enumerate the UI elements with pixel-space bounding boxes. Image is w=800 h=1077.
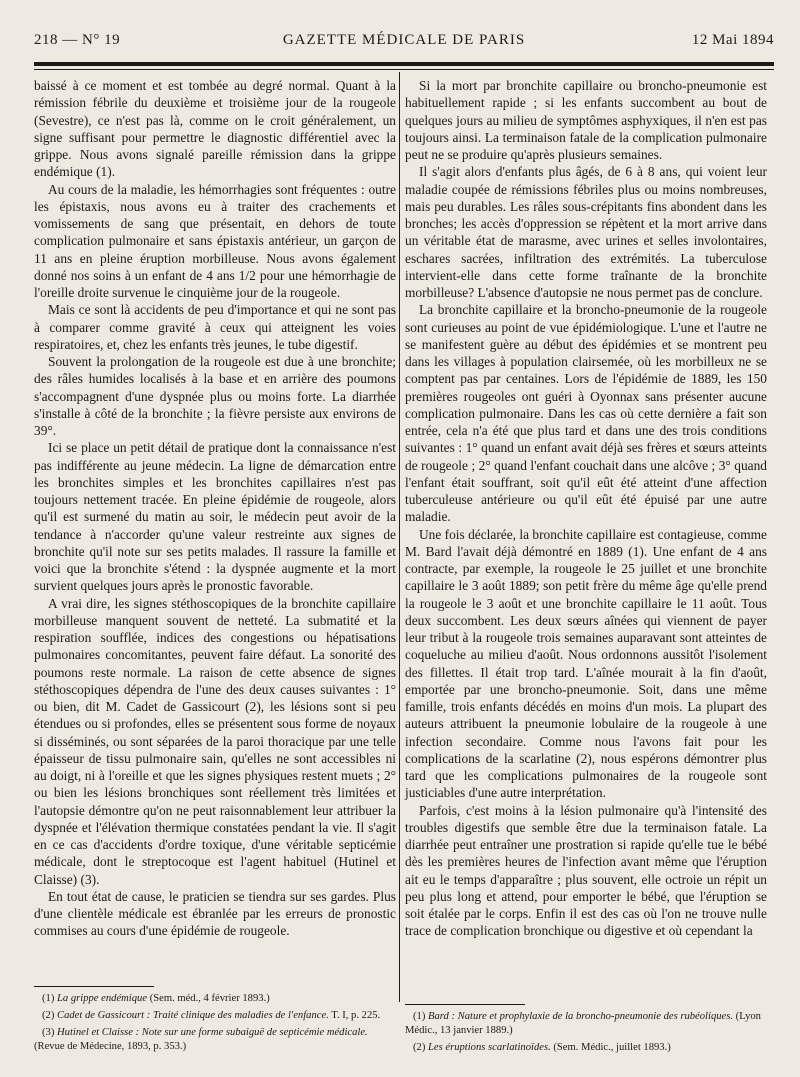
paragraph: En tout état de cause, le praticien se tiendra sur ses gardes. Plus d'une clientèle médicale est ébranlée par les erreurs de pronostic commises au cours d'une épidémie de rougeole. <box>34 888 396 939</box>
running-header <box>34 32 774 54</box>
paragraph: Ici se place un petit détail de pratique dont la connaissance n'est pas indifférente au jeune médecin. La ligne de démarcation entre les bronchites simples et les bronchites capillaires n'est pas toujours nettement tracée. En pleine épidémie de rougeole, alors qu'il est surmené du matin au soir, le médecin peut avoir de la tendance à n'accorder qu'une valeur restreinte aux signes de bronchite qu'il note sur ses petits malades. Il rassure la famille et voici que la bronchite s'étend : la dyspnée augmente et la mort survient quelques jours après le pronostic favorable. <box>34 440 396 594</box>
paragraph: Au cours de la maladie, les hémorrhagies sont fréquentes : outre les épistaxis, nous avons eu à traiter des crachements et vomissements de sang que présentait, en dehors de toute complication pulmonaire et sans épistaxis antérieur, un garçon de 11 ans en pleine éruption morbilleuse. Nous avons également donné nos soins à un enfant de 4 ans 1/2 pour une hémorrhagie de l'oreille droite survenue le cinquième jour de la rougeole. <box>34 181 396 300</box>
paragraph: Souvent la prolongation de la rougeole est due à une bronchite; des râles humides localisés à la base et en arrière des poumons s'accompagnent d'une dyspnée plus ou moins forte. La diarrhée s'installe à côté de la bronchite ; la fièvre persiste aux environs de 39°. <box>34 354 396 438</box>
header-rule-thin <box>34 69 774 70</box>
left-column <box>34 77 396 940</box>
footnote: (1) Bard : Nature et prophylaxie de la broncho-pneumonie des rubéoliques. (Lyon Médic., 13 janvier 1889.) <box>405 1011 761 1036</box>
right-column <box>405 77 767 940</box>
paragraph: baissé à ce moment et est tombée au degré normal. Quant à la rémission fébrile du deuxième et troisième jour de la rougeole (Sevestre), ce n'est pas là, comme on le croit généralement, un signe suffisant pour permettre le diagnostic différentiel avec la grippe. Nous avons signalé pareille rémission dans la grippe endémique (1). <box>34 78 396 180</box>
footnote: (3) Hutinel et Claisse : Note sur une forme subaiguë de septicémie médicale. (Revue de Médecine, 1893, p. 353.) <box>34 1027 368 1052</box>
header-rule-thick <box>34 62 774 66</box>
footnotes-right <box>405 1010 767 1058</box>
paragraph: Mais ce sont là accidents de peu d'importance et qui ne sont pas à comparer comme gravité à ceux qui atteignent les voies respiratoires, et, chez les enfants très jeunes, le tube digestif. <box>34 302 396 352</box>
paragraph: Si la mort par bronchite capillaire ou broncho-pneumonie est habituellement rapide ; si les enfants succombent au bout de quelques jours au milieu de symptômes asphyxiques, il n'en est pas toujours ainsi. La terminaison fatale de la complication pulmonaire peut ne se produire qu'après plusieurs semaines. <box>405 78 767 162</box>
issue-date: 12 Mai 1894 <box>691 32 774 48</box>
journal-title: GAZETTE MÉDICALE DE PARIS <box>282 32 526 48</box>
footnote: (2) Les éruptions scarlatinoïdes. (Sem. Médic., juillet 1893.) <box>413 1042 671 1053</box>
paragraph: Il s'agit alors d'enfants plus âgés, de 6 à 8 ans, qui voient leur maladie coupée de rémissions fébriles plus ou moins nombreuses, mais peu durables. Les râles sous-crépitants fins abondent dans les bronches; les accès d'oppression se répètent et la mort arrive dans un véritable état de marasme, avec urines et selles involontaires, eschares sacrées, infiltration des extrémités. La tuberculose intervient-elle dans cette forme traînante de la bronchite morbilleuse? L'absence d'autopsie ne nous permet pas de conclure. <box>405 164 767 300</box>
footnote: (2) Cadet de Gassicourt : Traité clinique des maladies de l'enfance. T. I, p. 225. <box>42 1010 381 1021</box>
footnotes-left <box>34 992 396 1057</box>
footnote-rule <box>34 986 154 987</box>
footnote: (1) La grippe endémique (Sem. méd., 4 février 1893.) <box>42 993 270 1004</box>
paragraph: Parfois, c'est moins à la lésion pulmonaire qu'à l'intensité des troubles digestifs que semble être due la terminaison fatale. La diarrhée peut entraîner une prostration si rapide qu'elle tue le bébé dès les premières heures de l'infection avant même que l'éruption ait eu le temps d'apparaître ; plus souvent, elle octroie un répit un peu plus long et attend, pour emporter le bébé, que l'éruption se soit étalée par le corps. Enfin il est des cas où l'on ne trouve nulle trace de complication bronchique ou digestive et où cependant la <box>405 802 767 939</box>
paragraph: Une fois déclarée, la bronchite capillaire est contagieuse, comme M. Bard l'avait déjà démontré en 1889 (1). Une enfant de 4 ans contracte, par exemple, la rougeole le 25 juillet et une bronchite capillaire le 3 août 1889; son petit frère du même âge qu'elle prend la rougeole le 3 août et une bronchite capillaire le 11 août. Tous deux succombent. Les deux sœurs aînées qui viennent de payer leur tribut à la rougeole trois semaines auparavant sont atteintes de coqueluche au milieu d'août. Nous ordonnons aussitôt l'isolement des fillettes. Il était trop tard. L'aînée mourait à la fin d'août, emportée par une broncho-pneumonie. Soit, dans une même famille, trois enfants décédés en moins d'un mois. La plupart des auteurs attribuent la pneumonie lobulaire de la rougeole à une infection secondaire. Comme nous l'avons fait pour les complications de la scarlatine (2), nous espérons démontrer plus tard que les complications pulmonaires de la rougeole sont justiciables d'une autre interprétation. <box>405 526 767 801</box>
page-number: 218 — N° 19 <box>34 32 121 48</box>
paragraph: La bronchite capillaire et la broncho-pneumonie de la rougeole sont curieuses au point de vue épidémiologique. L'une et l'autre ne se manifestent guère au début des épidémies et se montrent peu dans les villages à population clairsemée, où les morbilleux ne se comptent pas par centaines. Lors de l'épidémie de 1889, les 150 premières rougeoles ont guéri à Oyonnax sans présenter aucune complication pulmonaire. Dans les cas où cette dernière a fait son entrée, cela n'a été que plus tard et dans une des trois conditions suivantes : 1° quand un enfant avait déjà ses frères et sœurs atteints de rougeole ; 2° quand l'enfant couchait dans une alcôve ; 3° quand l'enfant était souffrant, soit qu'il eût été atteint d'une affection tuberculeuse antérieure ou qu'il eût été épuisé par une autre maladie. <box>405 302 767 525</box>
footnote-rule <box>405 1004 525 1005</box>
column-divider <box>399 72 400 1002</box>
paragraph: A vrai dire, les signes stéthoscopiques de la bronchite capillaire morbilleuse manquent souvent de netteté. La submatité et la respiration soufflée, indices des congestions ou hépatisations pulmonaires concomitantes, peuvent faire défaut. La sonorité des poumons reste normale. La raison de cette absence de signes stéthoscopiques dépendra de l'une des deux causes suivantes : 1° ou bien, dit M. Cadet de Gassicourt (2), les lésions sont si peu étendues ou si profondes, elles se présentent sous forme de noyaux si disséminés, ou sont séparées de la paroi thoracique par une telle épaisseur de tissu pulmonaire sain, qu'elles ne sont accessibles ni au doigt, ni à l'oreille et que les signes physiques restent muets ; 2° ou bien les lésions bronchiques sont réellement très limitées et l'autopsie démontre qu'on ne peut raisonnablement leur attribuer la dyspnée et l'élévation thermique constatées pendant la vie. Il s'agit en ce cas d'accidents d'ordre toxique, d'une véritable septicémie médicale, dont le streptocoque est l'agent habituel (Hutinel et Claisse) (3). <box>34 595 396 887</box>
